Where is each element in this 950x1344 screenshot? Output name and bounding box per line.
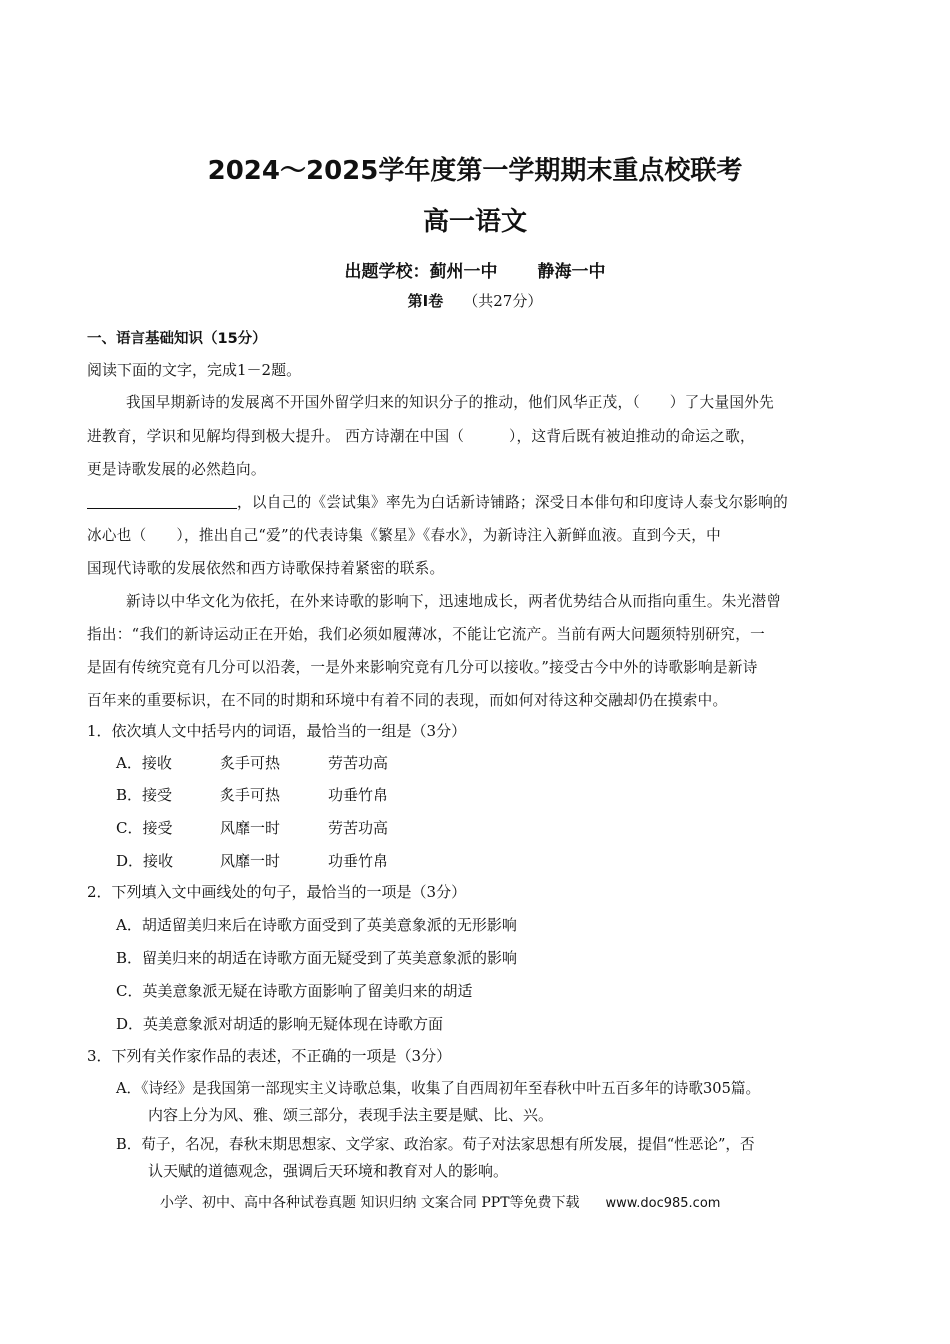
underline-blank [87,492,237,509]
passage-line [87,491,788,512]
passage-line: 进教育，学识和见解均得到极大提升。 西方诗潮在中国（ ），这背后既有被迫推动的命运之歌， [87,428,755,445]
exam-subject: 高一语文 [422,207,527,237]
question-3-option-b-cont: 认天赋的道德观念，强调后天环境和教育对人的影响。 [148,1162,509,1180]
question-1-option-d [116,850,388,871]
question-1-option-a [116,752,388,773]
exam-schools [0,257,950,282]
passage-line: 国现代诗歌的发展依然和西方诗歌保持着紧密的联系。 [87,560,445,577]
question-3-option-a: A．《诗经》是我国第一部现实主义诗歌总集，收集了自西周初年至春秋中叶五百多年的诗歌305篇。 [116,1080,761,1097]
part-score: （共27分） [463,292,543,310]
question-2-option-a: A．胡适留美归来后在诗歌方面受到了英美意象派的无形影响 [116,916,517,934]
passage-line: 新诗以中华文化为依托，在外来诗歌的影响下，迅速地成长，两者优势结合从而指向重生。朱光潜曾 [126,593,782,610]
option-word: B．接受 [116,786,173,804]
option-word: C．接受 [116,819,173,837]
option-word: 炙手可热 [220,754,281,772]
passage-line: 百年来的重要标识，在不同的时期和环境中有着不同的表现，而如何对待这种交融却仍在摸索中。 [87,692,728,709]
footer [160,1192,720,1212]
question-2-option-c: C．英美意象派无疑在诗歌方面影响了留美归来的胡适 [116,982,473,1000]
exam-title: 2024～2025学年度第一学期期末重点校联考 [207,156,743,186]
footer-url[interactable]: www.doc985.com [605,1196,721,1211]
option-word: D．接收 [116,852,174,870]
passage-line: 指出：“我们的新诗运动正在开始，我们必须如履薄冰，不能让它流产。当前有两大问题须特别研究，一 [87,626,765,643]
passage-line: 我国早期新诗的发展离不开国外留学归来的知识分子的推动，他们风华正茂，（ ）了大量国外先 [126,394,775,411]
question-1-stem: 1．依次填人文中括号内的词语，最恰当的一组是（3分） [87,722,467,740]
option-word: 劳苦功高 [328,819,389,837]
section-instruction: 阅读下面的文字，完成1－2题。 [87,361,302,379]
passage-line: 是固有传统究竟有几分可以沿袭，一是外来影响究竟有几分可以接收。”接受古今中外的诗歌影响是新诗 [87,659,758,676]
question-2-stem: 2．下列填入文中画线处的句子，最恰当的一项是（3分） [87,883,467,901]
option-word: 功垂竹帛 [328,852,389,870]
passage-line: 更是诗歌发展的必然趋向。 [87,461,266,478]
option-word: 风靡一时 [220,852,281,870]
section-heading: 一、语言基础知识（15分） [87,331,267,347]
question-1-option-c [116,817,388,838]
option-word: 风靡一时 [220,819,281,837]
option-word: 劳苦功高 [328,754,389,772]
question-2-option-d: D．英美意象派对胡适的影响无疑体现在诗歌方面 [116,1015,444,1033]
question-2-option-b: B．留美归来的胡适在诗歌方面无疑受到了英美意象派的影响 [116,949,518,967]
part-label: 第Ⅰ卷 [407,292,444,310]
question-3-stem: 3．下列有关作家作品的表述，不正确的一项是（3分） [87,1047,452,1065]
passage-line: 冰心也（ ），推出自己“爱”的代表诗集《繁星》《春水》，为新诗注入新鲜血液。直到今天，中 [87,527,722,544]
option-word: A．接收 [116,754,172,772]
question-3-option-a-cont: 内容上分为风、雅、颂三部分，表现手法主要是赋、比、兴。 [148,1106,554,1124]
passage-line-text: ，以自己的《尝试集》率先为白话新诗铺路；深受日本俳句和印度诗人泰戈尔影响的 [237,494,789,511]
question-1-option-b [116,784,388,805]
option-word: 功垂竹帛 [328,786,389,804]
part-heading [0,290,950,311]
question-3-option-b: B．荀子，名况，春秋末期思想家、文学家、政治家。荀子对法家思想有所发展，提倡“性恶论”，否 [116,1136,755,1153]
school-2: 静海一中 [537,262,606,282]
school-1: 出题学校：蓟州一中 [344,262,498,282]
option-word: 炙手可热 [220,786,281,804]
footer-text: 小学、初中、高中各种试卷真题 知识归纳 文案合同 PPT等免费下载 [160,1195,580,1211]
